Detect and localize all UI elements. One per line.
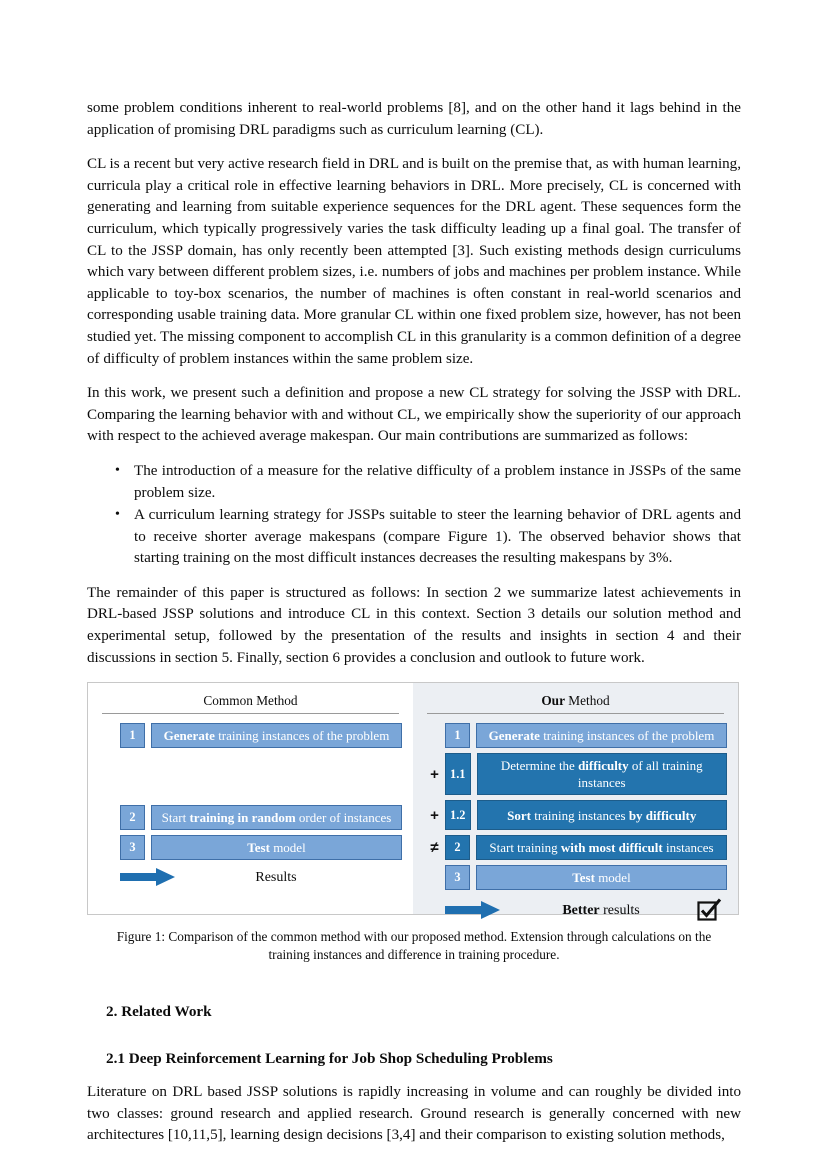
- step-label-bar: [151, 835, 402, 860]
- page-content: [87, 98, 741, 1160]
- panel-title-common-method: [99, 692, 402, 713]
- paragraph-structure: The remainder of this paper is structured as follows: In section 2 we summarize latest achievements in DRL-based JSSP solutions and introduce CL in this context. Section 3 details our solution method and experimental setup, followed by the presentation of the results and insights in section 4 and their discussions in section 5. Finally, section 6 provides a conclusion and outlook to future work.: [87, 584, 741, 666]
- results-label-our: [509, 902, 693, 919]
- figure-panel-common-method: [88, 683, 413, 914]
- step-label-bar: [151, 805, 402, 830]
- step-text-bold: Generate: [163, 728, 215, 744]
- step-row-common-1: [99, 723, 402, 748]
- step-text-bold: Sort: [507, 807, 531, 823]
- step-row-our-1-2: [424, 800, 727, 830]
- paragraph-1: some problem conditions inherent to real-world problems [8], and on the other hand it lags behind in the application of promising DRL paradigms such as curriculum learning (CL).: [87, 100, 741, 138]
- step-number-badge: 1.2: [445, 800, 471, 830]
- step-number-badge: 3: [120, 835, 145, 860]
- step-text: model: [269, 840, 306, 856]
- step-text-bold: by difficulty: [628, 807, 697, 823]
- step-text-bold: Test: [572, 870, 595, 886]
- results-label-common: [184, 869, 368, 886]
- contributions-list: [87, 461, 741, 570]
- panel-title-rest: Method: [564, 693, 610, 709]
- step-row-our-1-1: [424, 753, 727, 795]
- step-operator: [424, 723, 445, 748]
- paragraph-literature: Literature on DRL based JSSP solutions is rapidly increasing in volume and can roughly be divided into two classes: ground research and applied research. Ground research is generally concerned with new architectures [10,11,5], learning design decisions [3,4] and their comparison to existing solution methods,: [87, 1084, 741, 1144]
- right-arrow-icon: [445, 900, 509, 920]
- step-row-common-2: [99, 805, 402, 830]
- panel-title-bold: Our: [541, 693, 565, 709]
- section-heading-related-work: 2. Related Work: [106, 1003, 212, 1021]
- step-row-our-2: [424, 835, 727, 860]
- step-text: training instances of the problem: [539, 728, 715, 744]
- figure-1-diagram: [87, 682, 739, 918]
- step-operator: [99, 835, 120, 860]
- step-text: of all training instances: [577, 758, 703, 791]
- panel-divider: [102, 713, 399, 714]
- results-row-our: [424, 897, 727, 923]
- step-label-bar: [477, 753, 728, 795]
- step-number-badge: 1: [445, 723, 470, 748]
- step-row-our-3: [424, 865, 727, 890]
- step-text-bold: Test: [247, 840, 270, 856]
- panel-title-rest: Common Method: [203, 693, 298, 709]
- step-operator: [99, 723, 120, 748]
- results-label-text: Results: [255, 869, 297, 885]
- step-text: instances: [662, 840, 714, 856]
- step-row-common-3: [99, 835, 402, 860]
- step-label-bar: [151, 723, 402, 748]
- checked-checkbox-icon: [693, 897, 727, 923]
- step-text-bold: difficulty: [578, 758, 629, 774]
- results-row-common: [99, 867, 402, 887]
- step-text: order of instances: [295, 810, 392, 826]
- step-operator: [99, 805, 120, 830]
- right-arrow-icon: [120, 867, 184, 887]
- step-number-badge: 1: [120, 723, 145, 748]
- step-number-badge: 2: [120, 805, 145, 830]
- step-text: training instances: [530, 807, 629, 823]
- step-text: training instances of the problem: [214, 728, 390, 744]
- results-label-bold: Better: [562, 902, 600, 918]
- step-label-bar: [477, 800, 728, 830]
- step-label-bar: [476, 835, 727, 860]
- panel-spacer: [99, 779, 402, 805]
- subsection-heading-drl-jssp: 2.1 Deep Reinforcement Learning for Job Shop Scheduling Problems: [106, 1050, 553, 1068]
- paragraph-3: In this work, we present such a definition and propose a new CL strategy for solving the JSSP with DRL. Comparing the learning behavior with and without CL, we empirically show the superiority of our approach with respect to the achieved average makespan. Our main contributions are summarized as follows:: [87, 385, 741, 445]
- panel-title-our-method: [424, 692, 727, 713]
- step-text: model: [594, 870, 631, 886]
- panel-divider: [427, 713, 724, 714]
- step-operator: [424, 865, 445, 890]
- step-text-bold: training in random: [189, 810, 296, 826]
- step-operator-plus: +: [430, 806, 439, 824]
- figure-panel-our-method: [413, 683, 738, 918]
- step-text: Start training: [489, 840, 561, 856]
- step-text-bold: Generate: [488, 728, 540, 744]
- step-row-our-1: [424, 723, 727, 748]
- paragraph-2: CL is a recent but very active research field in DRL and is built on the premise that, as with human learning, curricula play a critical role in effective learning behaviors in DRL. More precisely, CL is concerned with generating and learning from suitable experience sequences for the DRL agent. These sequences form the curriculum, which typically progressively varies the task difficulty leading up a final goal. The transfer of CL to the JSSP domain, has only recently been attempted [3]. Such existing methods design curriculums which vary between different problem sizes, i.e. numbers of jobs and machines per problem instance. While applicable to toy-box scenarios, the number of machines is often constant in real-world scenarios and corresponding usable training data. More granular CL within one fixed problem size, however, has not been studied yet. The missing component to accomplish CL in this granularity is a common definition of a degree of difficulty of problem instances within the same problem size.: [87, 156, 742, 367]
- list-item: • The introduction of a measure for the relative difficulty of a problem instance in JSSPs of the same problem size.: [134, 461, 741, 504]
- step-label-bar: [476, 865, 727, 890]
- results-label-text: results: [599, 902, 640, 918]
- step-number-badge: 2: [445, 835, 470, 860]
- step-text: Start: [161, 810, 190, 826]
- panel-spacer: [99, 753, 402, 779]
- step-label-bar: [476, 723, 727, 748]
- step-operator-plus: +: [430, 765, 439, 783]
- step-number-badge: 1.1: [445, 753, 471, 795]
- step-operator-notequal: ≠: [430, 839, 439, 857]
- figure-1: [87, 682, 741, 964]
- step-number-badge: 3: [445, 865, 470, 890]
- step-text: Determine the: [500, 758, 579, 774]
- list-item: • A curriculum learning strategy for JSSPs suitable to steer the learning behavior of DRL agents and to receive shorter average makespans (compare Figure 1). The observed behavior shows that starting training on the most difficult instances decreases the resulting makespans by 3%.: [134, 505, 741, 570]
- step-text-bold: with most difficult: [560, 840, 663, 856]
- figure-caption: Figure 1: Comparison of the common method with our proposed method. Extension through calculations on the training instances and difference in training procedure.: [116, 929, 712, 963]
